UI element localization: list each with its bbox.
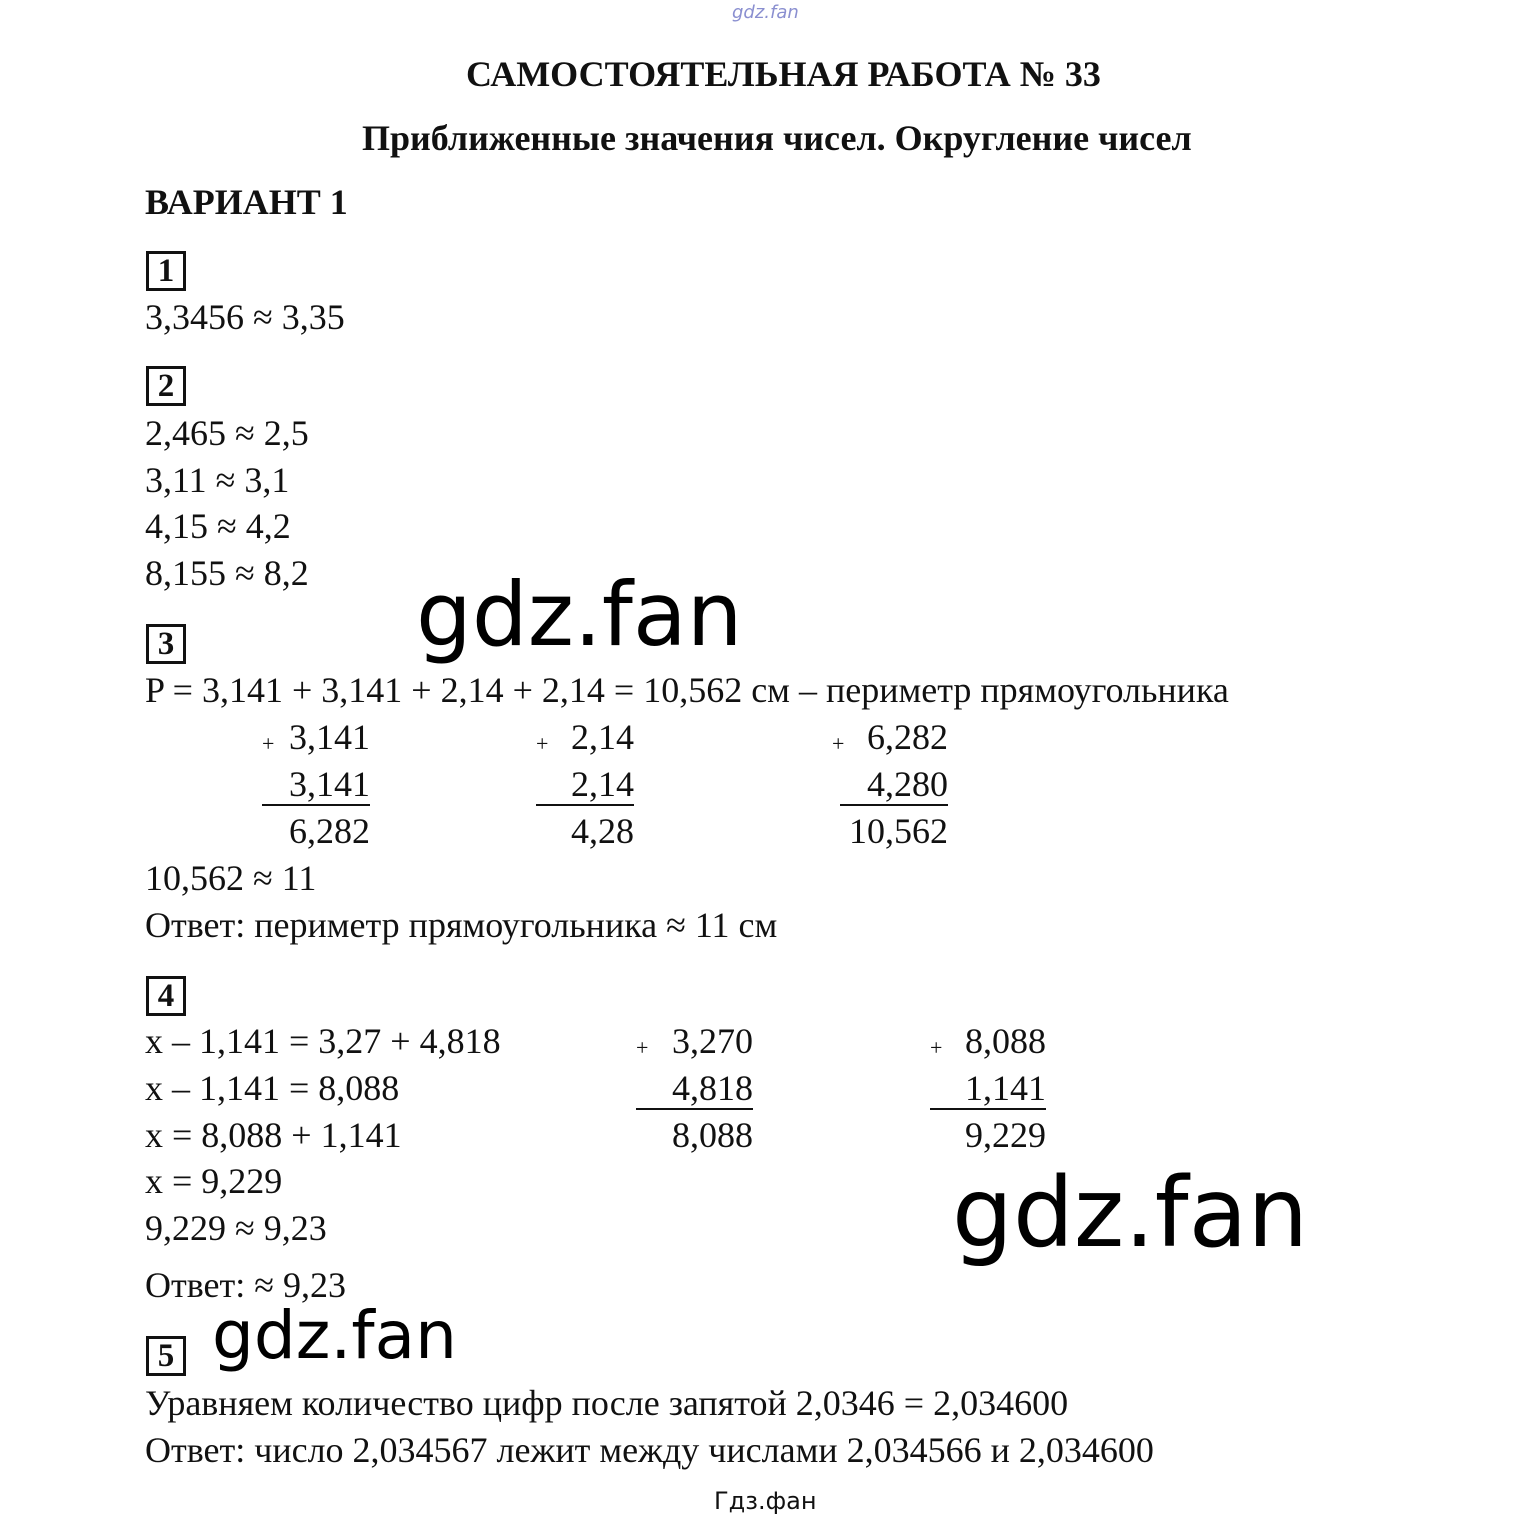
task2-line: 2,465 ≈ 2,5 — [145, 413, 309, 453]
plus-sign: + — [930, 1035, 943, 1060]
task4-line: x – 1,141 = 8,088 — [145, 1068, 400, 1108]
footer-watermark: Гдз.фан — [714, 1487, 817, 1515]
sum-addend: 2,14 — [536, 764, 634, 806]
task-number-2: 2 — [146, 366, 186, 406]
task2-line: 8,155 ≈ 8,2 — [145, 553, 309, 593]
plus-sign: + — [832, 731, 845, 756]
plus-sign: + — [536, 731, 549, 756]
task-number-3: 3 — [146, 624, 186, 664]
sum-addend: 2,14 — [571, 717, 634, 757]
sum-addend: 4,280 — [840, 764, 948, 806]
task3-equation: P = 3,141 + 3,141 + 2,14 + 2,14 = 10,562 см – периметр прямоугольника — [145, 670, 1229, 710]
plus-sign: + — [262, 731, 275, 756]
sum-addend: 6,282 — [867, 717, 948, 757]
sum-result: 4,28 — [571, 811, 634, 851]
top-watermark: gdz.fan — [732, 2, 799, 23]
task5-line: Ответ: число 2,034567 лежит между числами 2,034566 и 2,034600 — [145, 1430, 1154, 1470]
sum-addend: 8,088 — [965, 1021, 1046, 1061]
task4-line: 9,229 ≈ 9,23 — [145, 1208, 327, 1248]
page-title: САМОСТОЯТЕЛЬНАЯ РАБОТА № 33 — [466, 54, 1101, 94]
task3-rounding: 10,562 ≈ 11 — [145, 858, 317, 898]
watermark: gdz.fan — [952, 1157, 1309, 1269]
sum-addend: 3,141 — [262, 764, 370, 806]
task-number-1: 1 — [146, 251, 186, 291]
sum-addend: 1,141 — [930, 1068, 1046, 1110]
task2-line: 4,15 ≈ 4,2 — [145, 506, 291, 546]
sum-addend: 4,818 — [636, 1068, 753, 1110]
task-number-5: 5 — [146, 1336, 186, 1376]
sum-result: 10,562 — [849, 811, 948, 851]
watermark: gdz.fan — [416, 563, 743, 666]
variant-heading: ВАРИАНТ 1 — [145, 182, 348, 222]
task5-line: Уравняем количество цифр после запятой 2,0346 = 2,034600 — [145, 1383, 1069, 1423]
task4-answer: Ответ: ≈ 9,23 — [145, 1265, 346, 1305]
sum-addend: 3,270 — [672, 1021, 753, 1061]
sum-result: 9,229 — [965, 1115, 1046, 1155]
task1-line: 3,3456 ≈ 3,35 — [145, 297, 345, 337]
task-number-4: 4 — [146, 976, 186, 1016]
plus-sign: + — [636, 1035, 649, 1060]
page-subtitle: Приближенные значения чисел. Округление чисел — [362, 118, 1192, 158]
task4-line: x – 1,141 = 3,27 + 4,818 — [145, 1021, 501, 1061]
watermark: gdz.fan — [212, 1297, 457, 1374]
task4-line: x = 8,088 + 1,141 — [145, 1115, 402, 1155]
sum-addend: 3,141 — [289, 717, 370, 757]
task2-line: 3,11 ≈ 3,1 — [145, 460, 290, 500]
sum-result: 6,282 — [289, 811, 370, 851]
task4-line: x = 9,229 — [145, 1161, 283, 1201]
task3-answer: Ответ: периметр прямоугольника ≈ 11 см — [145, 905, 778, 945]
sum-result: 8,088 — [672, 1115, 753, 1155]
